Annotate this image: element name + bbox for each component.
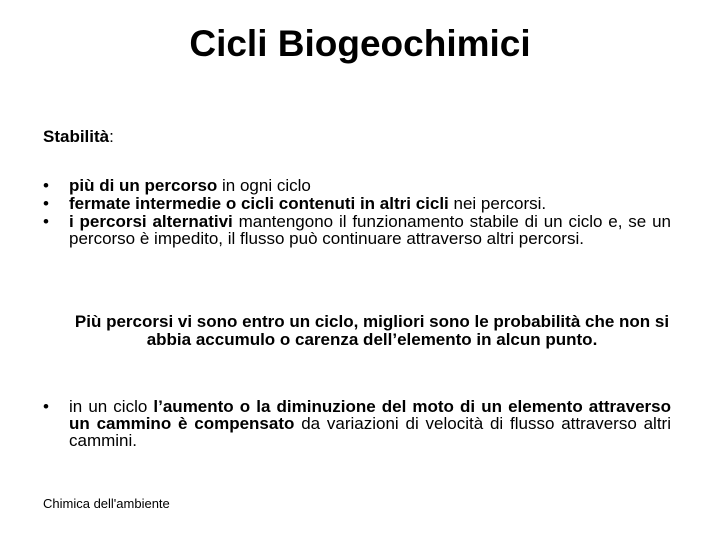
bullet-icon: • (43, 397, 49, 416)
bullet-bold-text: i percorsi alternativi (69, 212, 233, 231)
bullet-text: in ogni ciclo (217, 176, 311, 195)
slide-title: Cicli Biogeochimici (189, 23, 531, 64)
bullet-text-pre: in un ciclo (69, 397, 154, 416)
bullet-text: mantengono il funzionamento stabile di un ciclo e, se un percorso è impedito, il flusso può continuare attraverso altri percorsi. (69, 212, 671, 248)
bullet-bold-text: più di un percorso (69, 176, 218, 195)
bullet-icon: • (43, 176, 49, 195)
footer-text: Chimica dell'ambiente (43, 496, 170, 511)
bullet-bold-text: l’aumento o la diminuzione del moto di un elemento attraverso un cammino è compensato (69, 397, 671, 433)
list-item (43, 213, 671, 247)
bullet-bold-text: fermate intermedie o cicli contenuti in altri cicli (69, 194, 449, 213)
highlight-paragraph: Più percorsi vi sono entro un ciclo, migliori sono le probabilità che non si abbia accumulo o carenza dell’elemento in alcun punto. (74, 312, 670, 349)
subtitle-label: Stabilità (43, 127, 110, 146)
bullet-text: nei percorsi. (448, 194, 547, 213)
bullet-icon: • (43, 194, 49, 213)
list-item (43, 398, 671, 449)
subtitle-colon: : (109, 127, 114, 146)
subtitle (43, 126, 114, 148)
list-item (43, 177, 671, 194)
list-item (43, 195, 671, 212)
bullet-text: da variazioni di velocità di flusso attraverso altri cammini. (69, 414, 671, 450)
bullet-list-2 (43, 398, 671, 450)
bullet-icon: • (43, 212, 49, 231)
bullet-list (43, 177, 671, 248)
